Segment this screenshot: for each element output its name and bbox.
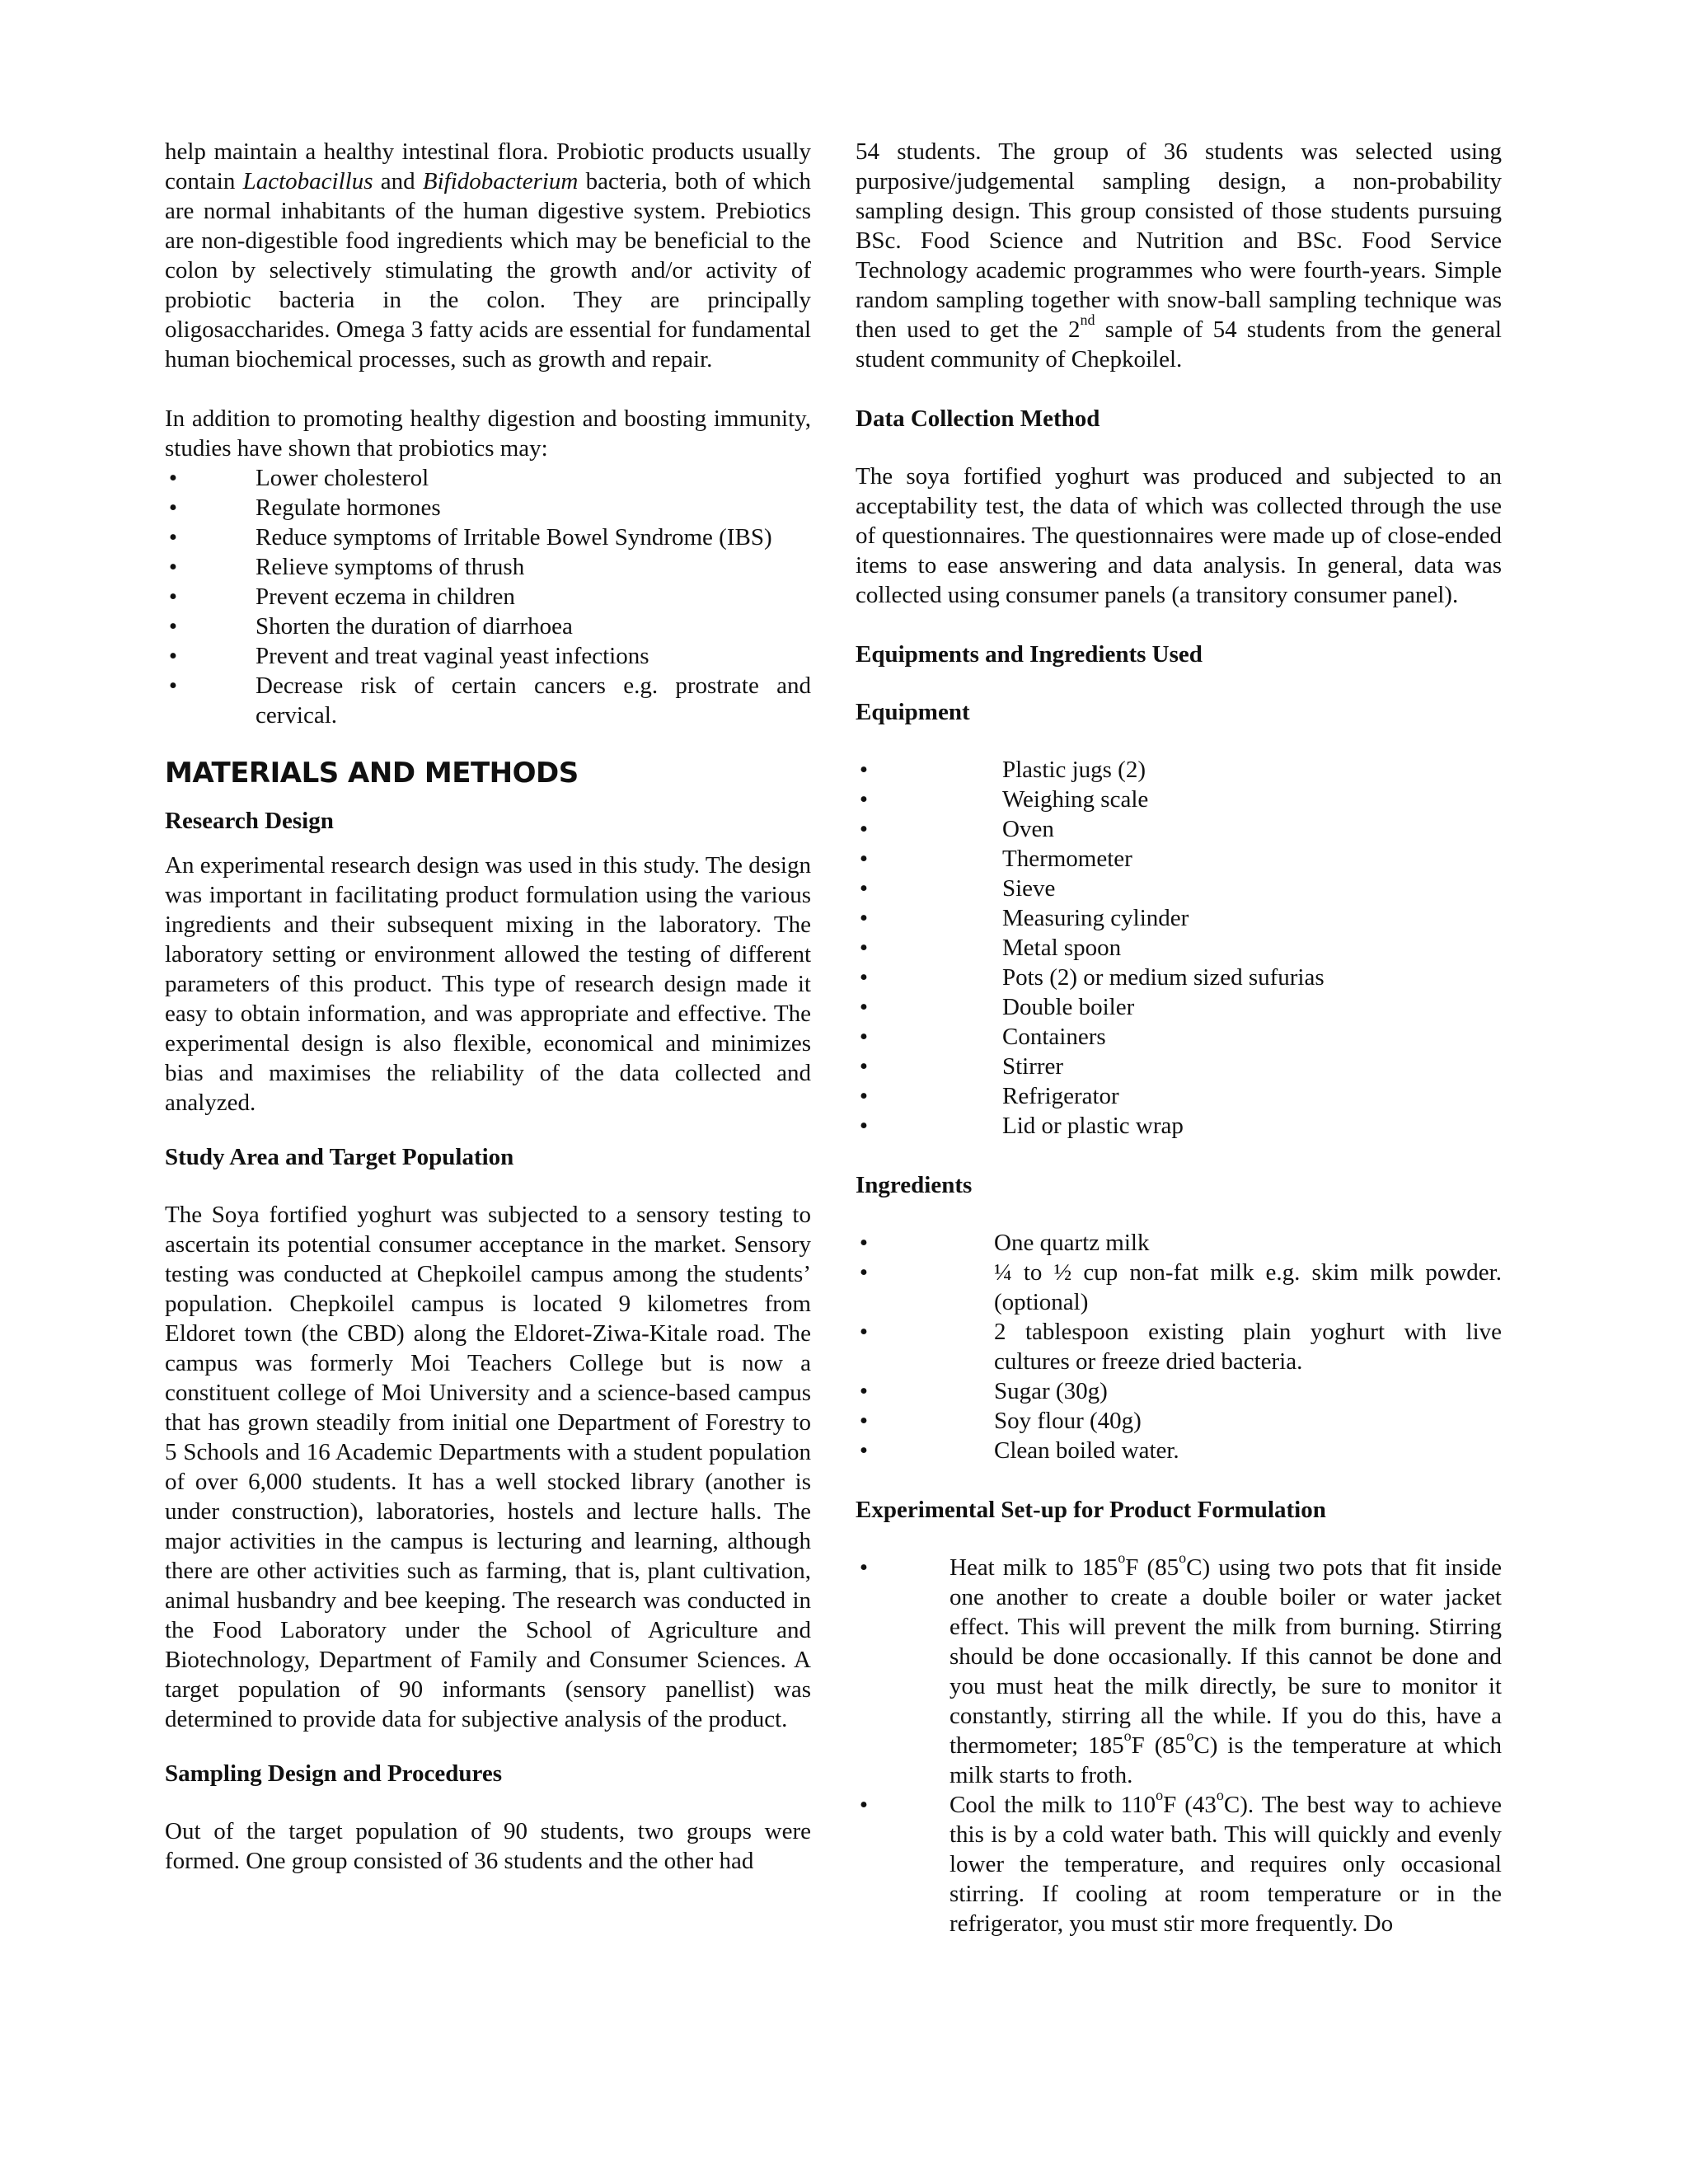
list-item-text: Sugar (30g) <box>994 1378 1108 1404</box>
bullet-icon: • <box>859 1230 869 1256</box>
degree-superscript: o <box>1118 1549 1126 1567</box>
step-text: F (85 <box>1125 1554 1179 1581</box>
list-item <box>165 523 811 552</box>
bullet-icon: • <box>859 816 869 842</box>
list-item-text: Thermometer <box>1002 846 1132 872</box>
list-item <box>856 1436 1502 1465</box>
list-item <box>856 755 1502 785</box>
sampling-paragraph: Out of the target population of 90 students, two groups were formed. One group consisted of 36 students and the other had <box>165 1818 811 1874</box>
intro-and: and <box>373 168 423 194</box>
list-item-text: Relieve symptoms of thrush <box>256 554 525 580</box>
list-item-text: Sieve <box>1002 875 1056 902</box>
list-item <box>856 1376 1502 1406</box>
setup-heading: Experimental Set-up for Product Formulation <box>856 1497 1326 1523</box>
bullet-icon: • <box>859 1408 869 1434</box>
step-text: C) using two pots that fit inside one another to create a double boiler or water jacket effect. This will prevent the milk from burning. Stirring should be done occasionally. If this cannot be done and you must heat the milk directly, be sure to monitor it constantly, stirring all the while. If you do this, have a thermometer; 185 <box>950 1554 1502 1759</box>
list-item <box>856 1317 1502 1376</box>
list-item <box>165 552 811 582</box>
list-item-text: Metal spoon <box>1002 935 1122 961</box>
list-item-text: Oven <box>1002 816 1054 842</box>
list-item <box>856 992 1502 1022</box>
list-item <box>856 1549 1503 1790</box>
bullet-icon: • <box>168 613 178 640</box>
list-item-text: Regulate hormones <box>256 494 441 521</box>
bullet-icon: • <box>859 1083 869 1109</box>
list-item <box>165 612 811 641</box>
list-item-text: Lid or plastic wrap <box>1002 1113 1184 1139</box>
list-item-text: 2 tablespoon existing plain yoghurt with live cultures or freeze dried bacteria. <box>994 1319 1502 1375</box>
ingredients-heading: Ingredients <box>856 1172 973 1198</box>
list-item <box>165 463 811 493</box>
list-item <box>856 1052 1502 1081</box>
step-text: F (85 <box>1131 1732 1187 1759</box>
sampling-cont-text-2: sample of 54 students from the general student community of Chepkoilel. <box>856 316 1502 373</box>
bifidobacterium-term: Bifidobacterium <box>422 168 579 194</box>
bullet-icon: • <box>859 757 869 783</box>
list-item-text: Measuring cylinder <box>1002 905 1189 931</box>
bullet-icon: • <box>859 1259 869 1286</box>
probiotics-benefits-intro: In addition to promoting healthy digestion and boosting immunity, studies have shown that probiotics may: <box>165 405 811 462</box>
bullet-icon: • <box>168 465 178 491</box>
degree-superscript: o <box>1186 1727 1194 1745</box>
list-item <box>856 874 1502 903</box>
intro-text-1: help maintain a healthy intestinal flora. Probiotic products usually contain <box>165 138 811 194</box>
bullet-icon: • <box>168 524 178 551</box>
bullet-icon: • <box>859 846 869 872</box>
list-item <box>856 1787 1502 1938</box>
bullet-icon: • <box>859 1024 869 1050</box>
degree-superscript: o <box>1216 1787 1224 1804</box>
list-item-text: Double boiler <box>1002 994 1135 1020</box>
bullet-icon: • <box>859 786 869 813</box>
degree-superscript: o <box>1123 1727 1132 1745</box>
bullet-icon: • <box>168 494 178 521</box>
left-column <box>165 137 811 1876</box>
list-item-text: Decrease risk of certain cancers e.g. prostrate and cervical. <box>256 673 811 729</box>
setup-steps-list <box>856 1549 1503 1938</box>
study-area-heading: Study Area and Target Population <box>165 1144 514 1170</box>
step-text: Heat milk to 185 <box>950 1554 1118 1581</box>
list-item <box>856 1081 1502 1111</box>
list-item <box>165 582 811 612</box>
list-item <box>856 933 1502 963</box>
section-heading: MATERIALS AND METHODS <box>165 757 579 790</box>
step-text: C). The best way to achieve this is by a cold water bath. This will quickly and evenly lower the temperature, and requires only occasional stirring. If cooling at room temperature or in the refrigerator, you must stir more frequently. Do <box>950 1792 1502 1937</box>
sampling-cont-text-1: 54 students. The group of 36 students was selected using purposive/judgemental sampling design, a non-probability sampling design. This group consisted of those students pursuing BSc. Food Science and Nutrition and BSc. Food Service Technology academic programmes who were fourth-years. Simple random sampling together with snow-ball sampling technique was then used to get the 2 <box>856 138 1502 343</box>
step-text: F (43 <box>1163 1792 1217 1818</box>
list-item <box>165 641 811 671</box>
list-item-text: Prevent eczema in children <box>256 583 515 610</box>
sampling-continued-paragraph <box>856 137 1502 374</box>
list-item-text: Reduce symptoms of Irritable Bowel Syndrome (IBS) <box>256 524 772 551</box>
list-item <box>165 671 811 730</box>
equipment-ingredients-heading: Equipments and Ingredients Used <box>856 641 1203 668</box>
step-text: Cool the milk to 110 <box>950 1792 1156 1818</box>
intro-text-2: bacteria, both of which are normal inhabitants of the human digestive system. Prebiotics are non-digestible food ingredients which may be beneficial to the colon by selectively stimulating the growth and/or activity of probiotic bacteria in the colon. They are principally oligosaccharides. Omega 3 fatty acids are essential for fundamental human biochemical processes, such as growth and repair. <box>165 168 812 373</box>
equipment-heading: Equipment <box>856 699 970 725</box>
list-item-text: Shorten the duration of diarrhoea <box>256 613 573 640</box>
right-column <box>856 137 1502 1938</box>
degree-superscript: o <box>1156 1787 1164 1804</box>
degree-superscript: o <box>1179 1549 1187 1567</box>
data-collection-paragraph: The soya fortified yoghurt was produced and subjected to an acceptability test, the data of which was collected through the use of questionnaires. The questionnaires were made up of close-ended items to ease answering and data analysis. In general, data was collected using consumer panels (a transitory consumer panel). <box>856 463 1502 608</box>
list-item <box>856 1111 1502 1141</box>
list-item-text: Soy flour (40g) <box>994 1408 1142 1434</box>
research-design-heading: Research Design <box>165 808 334 834</box>
bullet-icon: • <box>168 643 178 669</box>
bullet-icon: • <box>859 1053 869 1080</box>
bullet-icon: • <box>859 875 869 902</box>
list-item-text: Pots (2) or medium sized sufurias <box>1002 964 1325 991</box>
list-item <box>856 1228 1502 1258</box>
list-item-text: Refrigerator <box>1002 1083 1119 1109</box>
intro-paragraph <box>165 137 811 374</box>
list-item-text: Lower cholesterol <box>256 465 429 491</box>
list-item-text: Plastic jugs (2) <box>1002 757 1146 783</box>
benefits-list <box>165 463 811 730</box>
step-text: C) is the temperature at which milk starts to froth. <box>950 1732 1503 1788</box>
list-item <box>856 963 1502 992</box>
bullet-icon: • <box>168 554 178 580</box>
bullet-icon: • <box>168 583 178 610</box>
list-item <box>856 785 1502 814</box>
research-design-paragraph: An experimental research design was used in this study. The design was important in facilitating product formulation using the various ingredients and their subsequent mixing in the laboratory. The laboratory setting or environment allowed the testing of different parameters of this product. This type of research design made it easy to obtain information, and was appropriate and effective. The experimental design is also flexible, economical and minimizes bias and maximises the reliability of the data collected and analyzed. <box>165 852 811 1116</box>
bullet-icon: • <box>859 1437 869 1464</box>
list-item <box>165 493 811 523</box>
ingredients-list <box>856 1228 1502 1465</box>
list-item <box>856 1022 1502 1052</box>
list-item-text: One quartz milk <box>994 1230 1150 1256</box>
ordinal-superscript: nd <box>1080 312 1095 329</box>
bullet-icon: • <box>859 935 869 961</box>
bullet-icon: • <box>859 1554 869 1581</box>
bullet-icon: • <box>168 673 178 699</box>
sampling-heading: Sampling Design and Procedures <box>165 1760 503 1787</box>
lactobacillus-term: Lactobacillus <box>242 168 373 194</box>
list-item <box>856 1406 1502 1436</box>
list-item-text: Containers <box>1002 1024 1106 1050</box>
list-item <box>856 903 1502 933</box>
list-item-text: Stirrer <box>1002 1053 1064 1080</box>
data-collection-heading: Data Collection Method <box>856 405 1100 432</box>
bullet-icon: • <box>859 1792 869 1818</box>
list-item-text: Clean boiled water. <box>994 1437 1179 1464</box>
list-item <box>856 1258 1502 1317</box>
bullet-icon: • <box>859 994 869 1020</box>
list-item <box>856 844 1502 874</box>
bullet-icon: • <box>859 1319 869 1345</box>
bullet-icon: • <box>859 1113 869 1139</box>
list-item <box>856 814 1502 844</box>
list-item-text: ¼ to ½ cup non-fat milk e.g. skim milk powder. (optional) <box>994 1259 1502 1315</box>
bullet-icon: • <box>859 905 869 931</box>
list-item-text: Prevent and treat vaginal yeast infections <box>256 643 649 669</box>
study-area-paragraph: The Soya fortified yoghurt was subjected to a sensory testing to ascertain its potential consumer acceptance in the market. Sensory testing was conducted at Chepkoilel campus among the students’ population. Chepkoilel campus is located 9 kilometres from Eldoret town (the CBD) along the Eldoret-Ziwa-Kitale road. The campus was formerly Moi Teachers College but is now a constituent college of Moi University and a science-based campus that has grown steadily from initial one Department of Forestry to 5 Schools and 16 Academic Departments with a student population of over 6,000 students. It has a well stocked library (another is under construction), laboratories, hostels and lecture halls. The major activities in the campus is lecturing and learning, although there are other activities such as farming, that is, plant cultivation, animal husbandry and bee keeping. The research was conducted in the Food Laboratory under the School of Agriculture and Biotechnology, Department of Family and Consumer Sciences. A target population of 90 informants (sensory panellist) was determined to provide data for subjective analysis of the product. <box>165 1202 811 1732</box>
list-item-text: Weighing scale <box>1002 786 1149 813</box>
equipment-list <box>856 755 1502 1141</box>
bullet-icon: • <box>859 964 869 991</box>
bullet-icon: • <box>859 1378 869 1404</box>
